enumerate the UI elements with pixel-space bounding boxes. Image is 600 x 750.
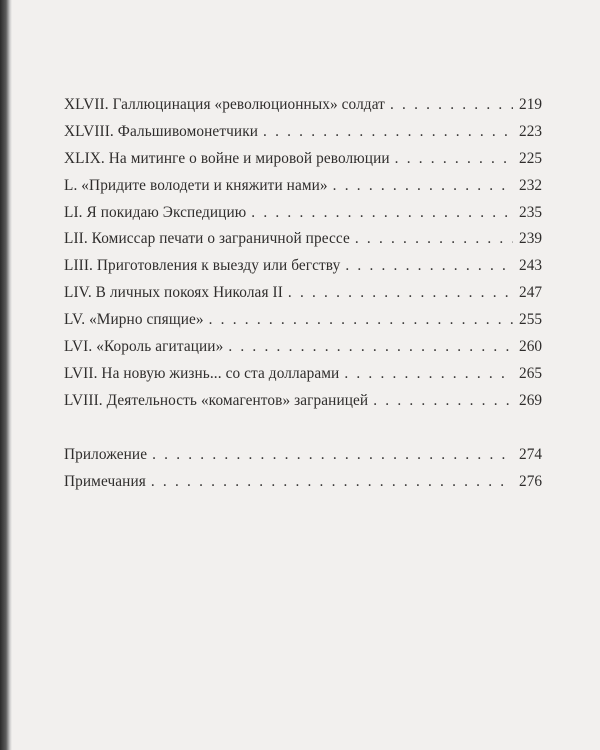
toc-entry-title: L. «Придите володети и княжити нами» bbox=[64, 176, 328, 194]
toc-entry-page: 269 bbox=[519, 391, 542, 409]
toc-entry bbox=[64, 123, 542, 150]
toc-entry bbox=[64, 392, 542, 419]
toc-entry bbox=[64, 150, 542, 177]
toc-entry bbox=[64, 230, 542, 257]
toc-entry-page: 260 bbox=[519, 338, 542, 356]
toc-entry-page: 276 bbox=[519, 472, 542, 490]
table-of-contents bbox=[64, 96, 542, 499]
toc-entry-title: XLVII. Галлюцинация «революционных» солдат bbox=[64, 96, 385, 113]
toc-entry bbox=[64, 284, 542, 311]
dot-leader bbox=[390, 96, 513, 114]
dot-leader bbox=[395, 150, 513, 168]
toc-entry-page: 265 bbox=[519, 364, 542, 382]
toc-entry-page: 255 bbox=[519, 311, 542, 329]
toc-entry-title: LIII. Приготовления к выезду или бегству bbox=[64, 257, 341, 275]
toc-entry-notes bbox=[64, 473, 542, 500]
toc-entry bbox=[64, 177, 542, 204]
toc-entry bbox=[64, 311, 542, 338]
toc-entry-title: LII. Комиссар печати о заграничной прессе bbox=[64, 230, 350, 248]
toc-entry-title: LVI. «Король агитации» bbox=[64, 338, 224, 356]
toc-entry-title: Приложение bbox=[64, 445, 148, 463]
dot-leader bbox=[373, 392, 513, 410]
toc-entry-title: LVIII. Деятельность «комагентов» заграницей bbox=[64, 391, 369, 409]
dot-leader bbox=[209, 311, 513, 329]
toc-entry-appendix bbox=[64, 446, 542, 473]
toc-entry-title: XLVIII. Фальшивомонетчики bbox=[64, 122, 259, 140]
dot-leader bbox=[345, 257, 513, 275]
dot-leader bbox=[333, 177, 513, 195]
toc-entry bbox=[64, 96, 542, 123]
toc-entry-title: XLIX. На митинге о войне и мировой революции bbox=[64, 149, 390, 167]
toc-entry-page: 223 bbox=[519, 122, 542, 140]
dot-leader bbox=[263, 123, 513, 141]
dot-leader bbox=[355, 230, 513, 248]
toc-entry-page: 219 bbox=[519, 96, 542, 113]
toc-entry-page: 239 bbox=[519, 230, 542, 248]
dot-leader bbox=[344, 365, 513, 383]
dot-leader bbox=[152, 446, 513, 464]
toc-entry bbox=[64, 257, 542, 284]
toc-entry-page: 274 bbox=[519, 445, 542, 463]
dot-leader bbox=[288, 284, 513, 302]
toc-entry-title: LVII. На новую жизнь... со ста долларами bbox=[64, 364, 340, 382]
toc-entry-page: 247 bbox=[519, 284, 542, 302]
toc-entry-title: Примечания bbox=[64, 472, 146, 490]
section-spacer bbox=[64, 419, 542, 446]
toc-entry-title: LI. Я покидаю Экспедицию bbox=[64, 203, 247, 221]
dot-leader bbox=[151, 473, 513, 491]
toc-entry-page: 225 bbox=[519, 149, 542, 167]
toc-entry-title: LV. «Мирно спящие» bbox=[64, 311, 204, 329]
toc-entry bbox=[64, 365, 542, 392]
dot-leader bbox=[251, 204, 513, 222]
toc-entry-page: 232 bbox=[519, 176, 542, 194]
toc-entry-title: LIV. В личных покоях Николая II bbox=[64, 284, 283, 302]
dot-leader bbox=[228, 338, 513, 356]
toc-entry-page: 243 bbox=[519, 257, 542, 275]
page-spine-shadow bbox=[0, 0, 12, 750]
toc-entry bbox=[64, 338, 542, 365]
toc-entry bbox=[64, 204, 542, 231]
toc-entry-page: 235 bbox=[519, 203, 542, 221]
